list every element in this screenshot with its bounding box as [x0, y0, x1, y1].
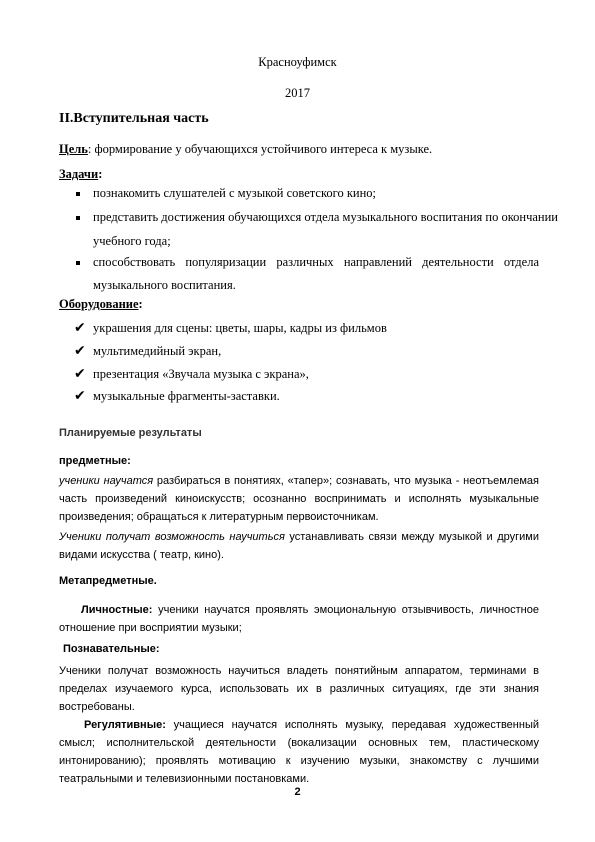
- equipment-label: Оборудование: [59, 297, 139, 311]
- cognitive-label: Познавательные:: [63, 643, 160, 655]
- paragraph-line: ученики научатся разбираться в понятиях, «тапер»; сознавать, что музыка - неотъемлемая: [59, 475, 539, 487]
- paragraph-line: произведения; обращаться к литературным первоисточникам.: [59, 511, 379, 523]
- paragraph-line: пределах изучаемого курса, использовать их в различных ситуациях, где эти знания: [59, 683, 539, 695]
- check-icon: ✔: [74, 343, 86, 359]
- paragraph-line: отношение при восприятии музыки;: [59, 622, 242, 634]
- section-title: II.Вступительная часть: [59, 111, 209, 126]
- square-bullet-icon: [76, 192, 80, 196]
- tasks-heading: Задачи:: [59, 167, 103, 181]
- goal-text: : формирование у обучающихся устойчивого интереса к музыке.: [87, 142, 433, 156]
- check-icon: ✔: [74, 388, 86, 404]
- paragraph-line: Личностные: ученики научатся проявлять эмоциональную отзывчивость, личностное: [81, 604, 539, 616]
- regulatory-label: Регулятивные:: [84, 719, 166, 731]
- equipment-item: мультимедийный экран,: [93, 344, 222, 358]
- tasks-label: Задачи: [59, 167, 99, 181]
- paragraph-line: Ученики получат возможность научиться владеть понятийным аппаратом, терминами в: [59, 665, 539, 677]
- subject-results-label: предметные:: [59, 455, 131, 467]
- goal-label: Цель: [59, 142, 88, 156]
- year: 2017: [285, 86, 310, 100]
- task-item: представить достижения обучающихся отдела музыкального воспитания по окончании: [93, 210, 558, 224]
- paragraph-line: театральными и телевизионными постановками.: [59, 773, 310, 785]
- task-item: способствовать популяризации различных направлений деятельности отдела: [93, 255, 539, 269]
- paragraph-line: интонированию); проявлять мотивацию к изучению музыки, знакомству с лучшими: [59, 755, 539, 767]
- square-bullet-icon: [76, 261, 80, 265]
- city-name: Красноуфимск: [258, 55, 337, 69]
- check-icon: ✔: [74, 366, 86, 382]
- italic-lead: ученики научатся: [59, 475, 154, 487]
- task-item-continuation: музыкального воспитания.: [93, 278, 236, 292]
- paragraph-line: востребованы.: [59, 701, 135, 713]
- task-item-continuation: учебного года;: [93, 234, 171, 248]
- italic-lead: Ученики получат возможность научиться: [59, 531, 285, 543]
- meta-results-label: Метапредметные.: [59, 575, 157, 587]
- square-bullet-icon: [76, 216, 80, 220]
- equipment-item: украшения для сцены: цветы, шары, кадры из фильмов: [93, 321, 387, 335]
- paragraph-line: видами искусства ( театр, кино).: [59, 549, 224, 561]
- goal-line: [59, 142, 432, 157]
- equipment-item: музыкальные фрагменты-заставки.: [93, 389, 280, 403]
- paragraph-line: Регулятивные: учащиеся научатся исполнять музыку, передавая художественный: [84, 719, 539, 731]
- task-item: познакомить слушателей с музыкой советского кино;: [93, 186, 377, 200]
- results-title: Планируемые результаты: [59, 427, 202, 439]
- page-number: 2: [294, 786, 301, 798]
- check-icon: ✔: [74, 320, 86, 336]
- paragraph-line: смысл; исполнительской деятельности (вокализации основных тем, пластическому: [59, 737, 539, 749]
- equipment-heading: Оборудование:: [59, 297, 143, 311]
- equipment-item: презентация «Звучала музыка с экрана»,: [93, 367, 309, 381]
- paragraph-line: часть произведений киноискусств; осознанно воспринимать и исполнять музыкальные: [59, 493, 539, 505]
- personal-label: Личностные:: [81, 604, 153, 616]
- paragraph-line: Ученики получат возможность научиться устанавливать связи между музыкой и другими: [59, 531, 539, 543]
